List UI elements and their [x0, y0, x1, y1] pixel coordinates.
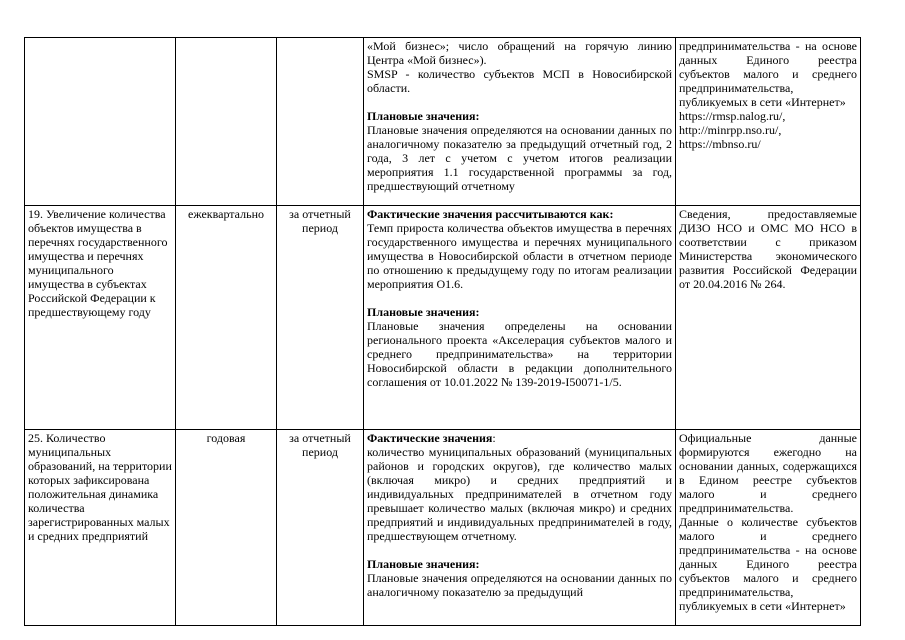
table-row	[25, 38, 861, 206]
indicator-table	[24, 37, 861, 626]
frequency-cell: годовая	[176, 430, 277, 626]
indicator-cell	[25, 38, 176, 206]
fact-heading: Фактические значения рассчитываются как:	[367, 207, 614, 221]
fact-text: SMSP - количество субъектов МСП в Новосибирской области.	[367, 67, 672, 95]
table-row	[25, 430, 861, 626]
plan-text: Плановые значения определяются на основании данных по аналогичному показателю за предыдущий	[367, 571, 672, 599]
source-cell	[676, 38, 861, 206]
method-cell	[364, 38, 676, 206]
period-cell: за отчетный период	[277, 206, 364, 430]
period-cell: за отчетный период	[277, 430, 364, 626]
fact-heading: Фактические значения	[367, 431, 493, 445]
plan-heading: Плановые значения:	[367, 109, 480, 123]
method-cell	[364, 206, 676, 430]
source-cell	[676, 206, 861, 430]
indicator-cell: 25. Количество муниципальных образований, на территории которых зафиксирована положительная динамика количества зарегистрированных малых и средних предприятий	[25, 430, 176, 626]
period-cell	[277, 38, 364, 206]
table-row	[25, 206, 861, 430]
fact-text: «Мой бизнес»; число обращений на горячую линию Центра «Мой бизнес»).	[367, 39, 672, 67]
source-link: http://minrpp.nso.ru/,	[679, 123, 782, 137]
indicator-cell: 19. Увеличение количества объектов имущества в перечнях государственного имущества и перечнях муниципального имущества в субъектах Российской Федерации к предшествующему году	[25, 206, 176, 430]
source-link: https://mbnso.ru/	[679, 137, 761, 151]
source-text: Официальные данные формируются ежегодно на основании данных, содержащихся в Едином реестре субъектов малого и среднего предпринимательства.	[679, 431, 857, 515]
source-link: https://rmsp.nalog.ru/,	[679, 109, 786, 123]
source-text: предпринимательства - на основе данных Единого реестра субъектов малого и среднего предпринимательства, публикуемых в сети «Интернет»	[679, 39, 857, 109]
fact-heading-suffix: :	[492, 431, 496, 445]
fact-text: Темп прироста количества объектов имущества в перечнях государственного имущества и перечнях муниципального имущества в Новосибирской области в отчетном периоде по отношению к предыдущему году по итогам реализации мероприятия О1.6.	[367, 221, 672, 291]
source-text: Сведения, предоставляемые ДИЗО НСО и ОМС МО НСО в соответствии с приказом Министерства экономического развития Российской Федерации от 20.04.2016 № 264.	[679, 207, 857, 291]
frequency-cell: ежеквартально	[176, 206, 277, 430]
plan-heading: Плановые значения:	[367, 557, 480, 571]
plan-heading: Плановые значения:	[367, 305, 480, 319]
source-cell	[676, 430, 861, 626]
source-text: Данные о количестве субъектов малого и среднего предпринимательства - на основе данных Единого реестра субъектов малого и среднего предпринимательства, публикуемых в сети «Интернет»	[679, 515, 857, 613]
plan-text: Плановые значения определены на основании регионального проекта «Акселерация субъектов малого и среднего предпринимательства» на территории Новосибирской области в редакции дополнительного соглашения от 10.01.2022 № 139-2019-I50071-1/5.	[367, 319, 672, 389]
frequency-cell	[176, 38, 277, 206]
fact-text: количество муниципальных образований (муниципальных районов и городских округов), где количество малых (включая микро) и средних предприятий и индивидуальных предпринимателей в отчетном году превышает количество малых (включая микро) и средних предприятий и индивидуальных предпринимателей в году, предшествующем отчетному.	[367, 445, 672, 543]
plan-text: Плановые значения определяются на основании данных по аналогичному показателю за предыдущий отчетный год, 2 года, 3 лет с учетом с учетом итогов реализации мероприятия 1.1 государственной программы за год, предшествующий отчетному	[367, 123, 672, 193]
method-cell	[364, 430, 676, 626]
